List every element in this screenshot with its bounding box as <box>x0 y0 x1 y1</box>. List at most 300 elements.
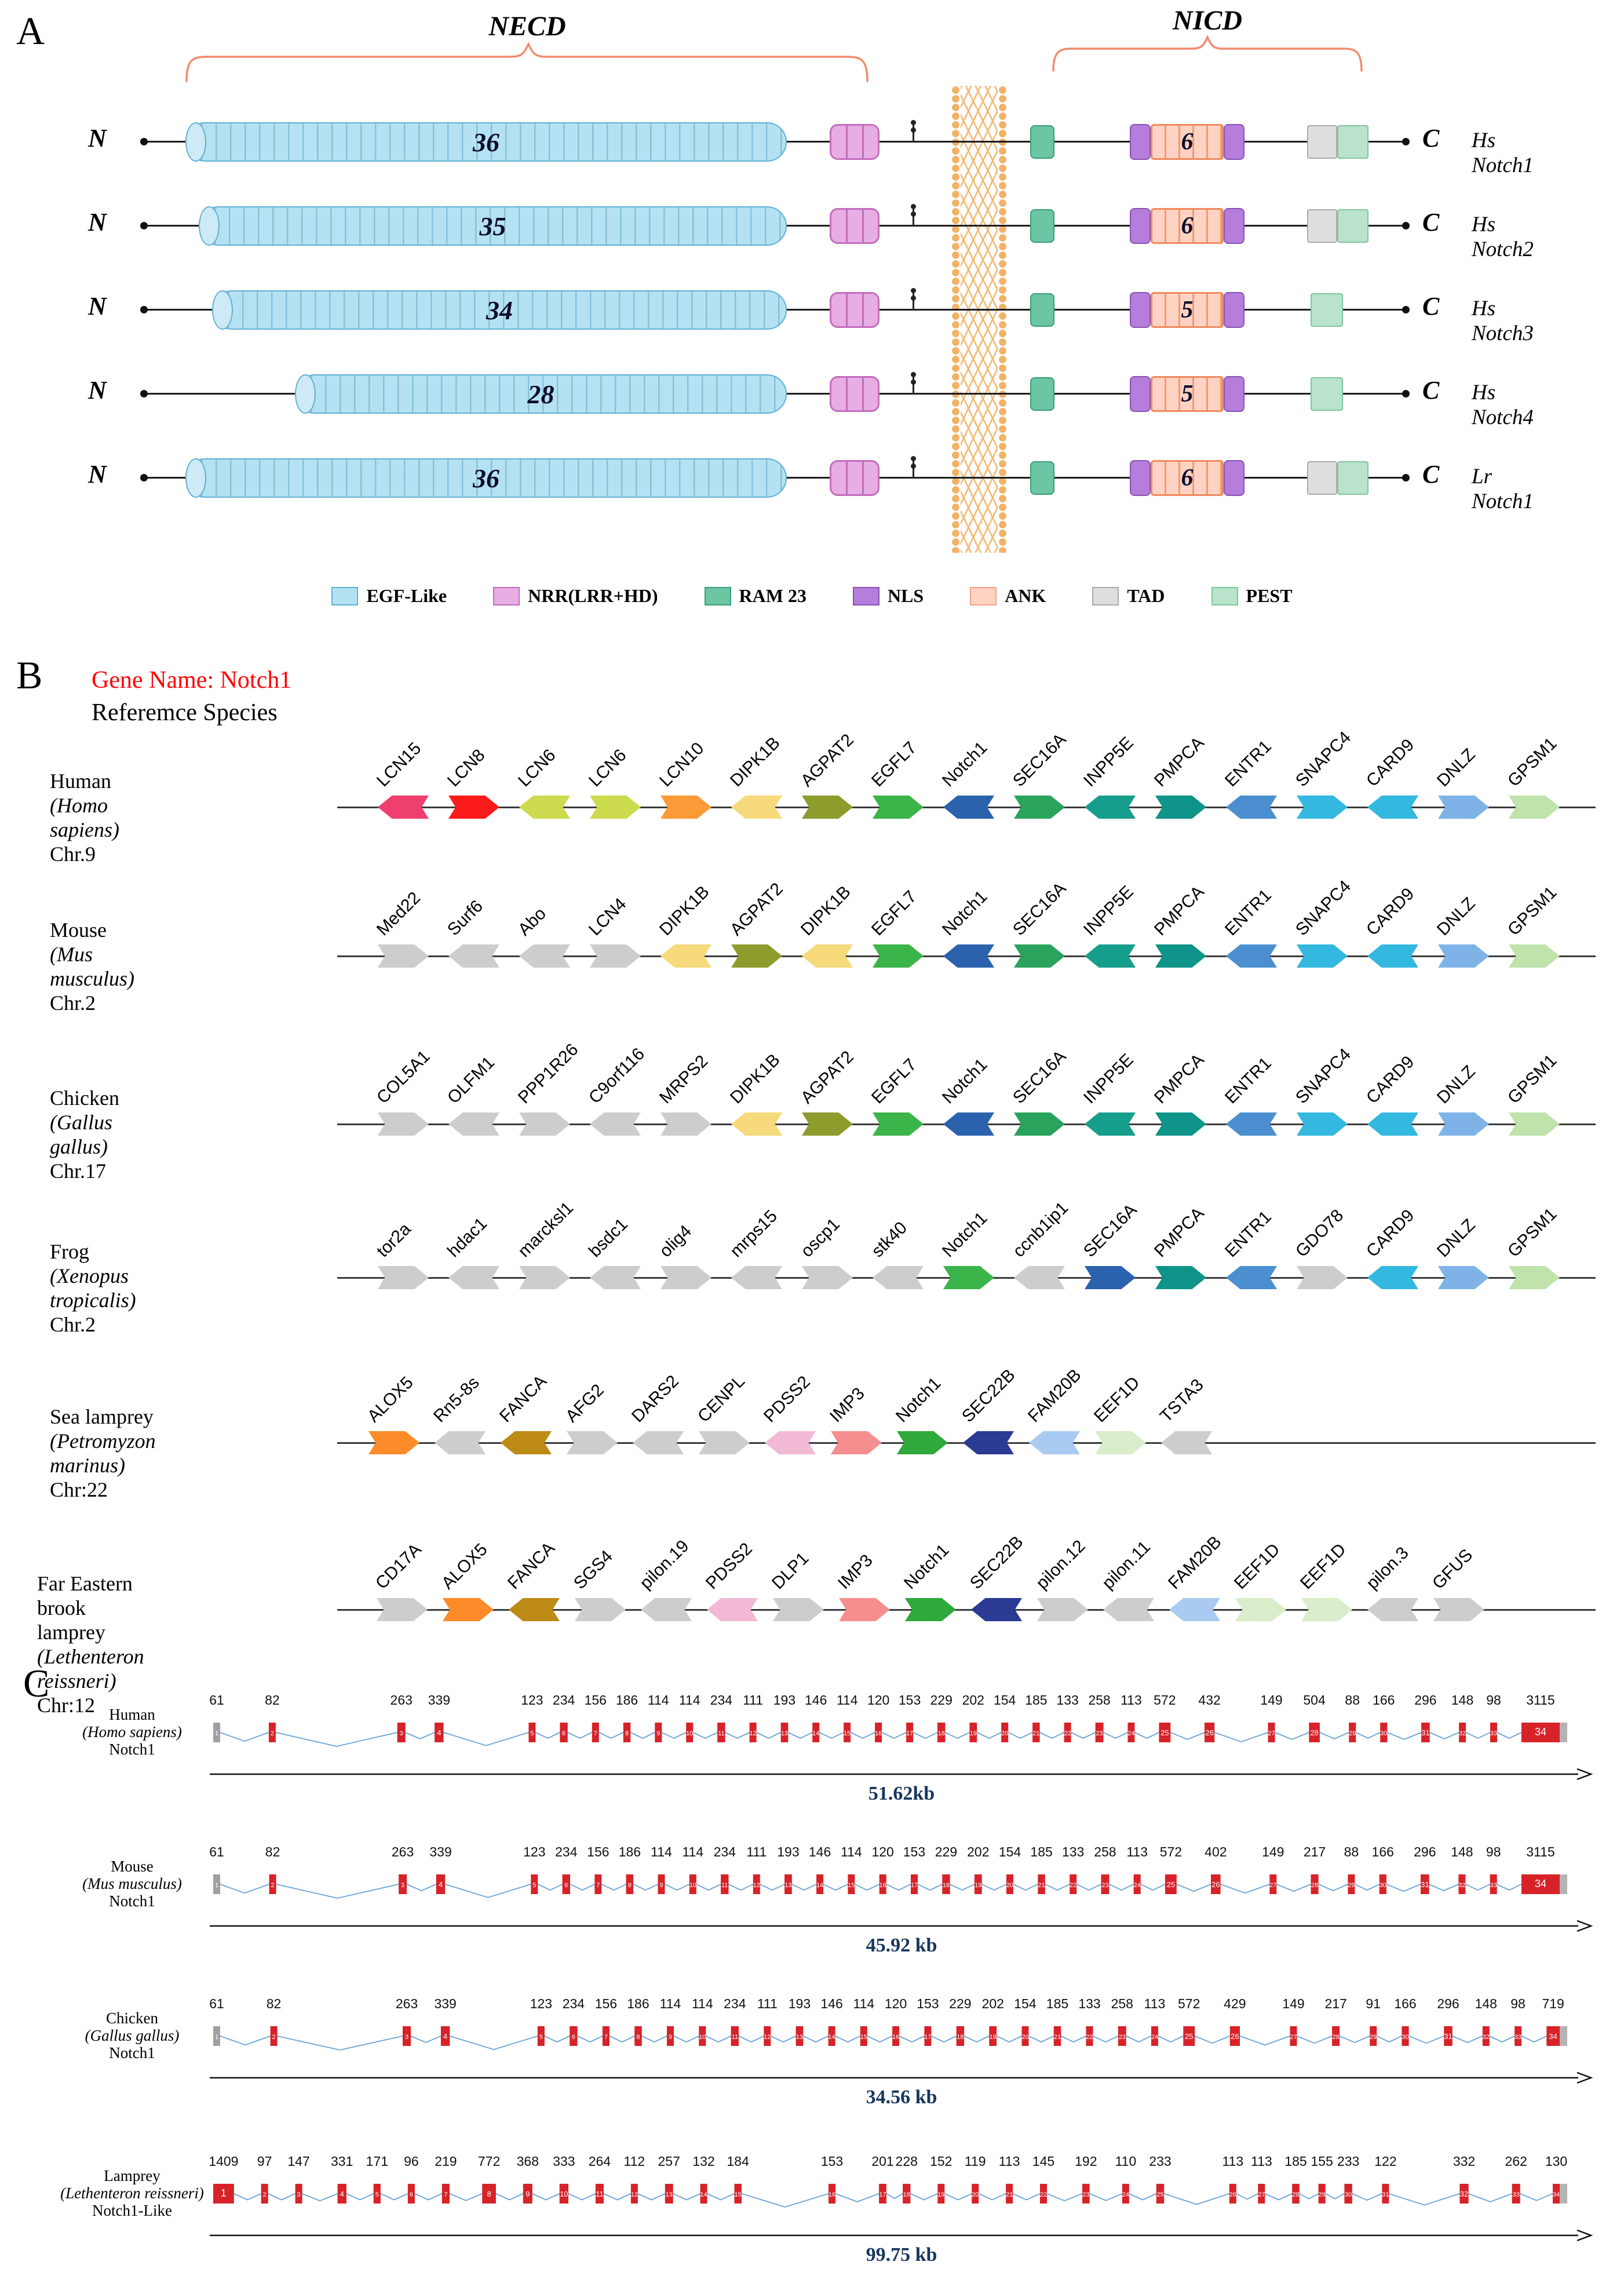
gene-label-agpat2: AGPAT2 <box>726 879 787 940</box>
exon-number: 17 <box>906 1730 914 1737</box>
species-label <box>50 769 119 866</box>
exon-number: 6 <box>571 2034 575 2041</box>
intron-line <box>1090 2194 1122 2201</box>
gene-label-dipk1b: DIPK1B <box>797 882 855 940</box>
exon-number: 24 <box>1127 1730 1135 1737</box>
exon-number: 13 <box>665 2191 673 2198</box>
gene-arrow-surf6 <box>448 944 499 968</box>
gene-length-label: 99.75 kb <box>866 2244 937 2266</box>
intron-line <box>1319 1884 1348 1891</box>
intron-line <box>977 1732 1001 1738</box>
intron-line <box>1386 1884 1421 1891</box>
gene-arrow-lcn8 <box>448 796 499 819</box>
intron-line <box>445 1884 531 1898</box>
exon-number: 26 <box>1211 1880 1220 1889</box>
gene-label-notch1: Notch1 <box>938 1055 991 1108</box>
intron-line <box>346 2194 374 2200</box>
nls-domain-left <box>1130 376 1151 412</box>
intron-line <box>1521 2036 1546 2042</box>
egf-count: 34 <box>486 295 513 325</box>
exon-number: 5 <box>530 1730 534 1737</box>
gene-label-eef1d: EEF1D <box>1296 1540 1350 1593</box>
exon-size-label: 219 <box>435 2154 457 2169</box>
intron-line <box>910 2194 937 2200</box>
gene-arrow-hdac1 <box>448 1266 499 1289</box>
species-chromosome: Chr:22 <box>50 1478 108 1501</box>
scale-arrow-head <box>1577 2230 1591 2241</box>
exon-number: 31 <box>1421 1880 1429 1889</box>
exon-size-label: 114 <box>836 1692 858 1708</box>
exon-number: 3 <box>401 1882 405 1889</box>
gene-arrow-lcn10 <box>660 796 711 819</box>
gene-arrow-mrps2 <box>660 1112 711 1136</box>
membrane-left-edge <box>951 86 961 553</box>
exon-size-label: 156 <box>587 1844 610 1859</box>
exon-size-label: 147 <box>287 2154 310 2169</box>
gene-label-sgs4: SGS4 <box>570 1546 616 1593</box>
egf-count: 35 <box>479 211 506 241</box>
gene-label-fanca: FANCA <box>495 1371 551 1427</box>
species-label <box>50 1239 136 1337</box>
n-terminus-label: N <box>88 208 107 236</box>
exon-size-label: 113 <box>1121 1692 1142 1708</box>
c-terminus-label: C <box>1422 208 1440 236</box>
gene-label-bsdc1: bsdc1 <box>585 1214 632 1261</box>
nicd-brace <box>1053 37 1362 71</box>
necd-brace <box>187 44 867 81</box>
gene-arrow-pmpca <box>1155 796 1206 819</box>
gene-arrow-card9 <box>1367 796 1418 819</box>
exon-size-label: 186 <box>627 1996 649 2011</box>
exon-number: 33 <box>1514 2034 1522 2041</box>
intron-line <box>1164 2194 1229 2205</box>
exon-size-label: 120 <box>884 1996 907 2011</box>
nls-domain-right <box>1224 292 1245 328</box>
tad-domain <box>1307 125 1337 159</box>
n-terminus-dot <box>140 474 148 481</box>
species-latin-name: (Homo sapiens) <box>50 794 119 841</box>
exon-number: 5 <box>539 2034 543 2041</box>
exon-size-label: 113 <box>1222 2154 1244 2169</box>
exon-number: 28 <box>1292 2191 1300 2198</box>
exon-size-label: 114 <box>651 1844 672 1859</box>
exon-number: 11 <box>731 2034 739 2041</box>
intron-line <box>411 2036 441 2042</box>
exon-size-label: 82 <box>266 1996 282 2011</box>
exon-size-label: 258 <box>1094 1844 1116 1859</box>
intron-line <box>601 1884 626 1890</box>
exon-number: 34 <box>1534 1726 1547 1738</box>
gene-label-pmpca: PMPCA <box>1150 882 1208 940</box>
exon-size-label: 193 <box>773 1692 796 1708</box>
intron-line <box>1134 1732 1159 1738</box>
exon-size-label: 185 <box>1046 1996 1069 2011</box>
egf-repeats-domain <box>185 122 787 162</box>
site-dot-top <box>911 456 916 461</box>
exon-number: 2 <box>271 1882 275 1889</box>
intron-line <box>1490 2036 1514 2042</box>
intron-line <box>1040 1732 1064 1738</box>
intron-line <box>278 2036 403 2050</box>
exon-size-label: 123 <box>521 1692 543 1708</box>
exon-size-label: 119 <box>964 2154 986 2169</box>
intron-line <box>742 2194 829 2207</box>
species-label <box>50 1086 119 1183</box>
gene-arrow-snapc4 <box>1297 1112 1348 1136</box>
species-latin-name: (Gallus gallus) <box>85 2027 180 2044</box>
pest-domain <box>1337 209 1368 243</box>
exon-number: 25 <box>1160 1728 1169 1737</box>
legend-swatch <box>853 587 879 605</box>
gene-arrow-notch1 <box>905 1598 956 1621</box>
egf-repeats-domain <box>185 458 787 498</box>
gene-arrow-afg2 <box>567 1431 618 1454</box>
site-dot-top <box>911 288 916 293</box>
gene-label-entr1: ENTR1 <box>1221 885 1275 940</box>
gene-arrow-entr1 <box>1226 1266 1277 1289</box>
exon-number: 25 <box>1156 2191 1164 2198</box>
species-common-name: Chicken <box>50 1086 119 1110</box>
gene-label-marcksl1: marcksl1 <box>514 1198 578 1261</box>
exon-number: 26 <box>1229 2191 1236 2198</box>
intron-line <box>1300 2194 1319 2199</box>
gene-label-dipk1b: DIPK1B <box>726 1050 784 1108</box>
species-common-name: Human <box>109 1706 155 1723</box>
intron-line <box>760 1884 784 1890</box>
nls-domain-left <box>1130 460 1151 496</box>
intron-line <box>220 1884 269 1893</box>
gene-arrow-dnlz <box>1438 796 1489 819</box>
gene-label-col5a1: COL5A1 <box>373 1046 434 1108</box>
intron-line <box>1029 2036 1054 2042</box>
gene-arrow-pdss2 <box>707 1598 758 1621</box>
intron-line <box>1221 1884 1270 1893</box>
exon-number: 12 <box>630 2191 638 2198</box>
gene-arrow-cd17a <box>377 1598 428 1621</box>
gene-arrow-card9 <box>1367 944 1418 968</box>
intron-line <box>1045 1884 1070 1890</box>
species-label <box>37 1571 144 1717</box>
exon-size-label: 572 <box>1159 1844 1183 1859</box>
intron-line <box>276 1732 397 1746</box>
intron-line <box>1275 1732 1309 1739</box>
exon-number: 22 <box>1070 1882 1077 1889</box>
intron-line <box>220 2036 271 2045</box>
gene-arrow-oscp1 <box>802 1266 853 1289</box>
gene-label-entr1: ENTR1 <box>1221 1207 1275 1261</box>
intron-line <box>788 1732 812 1738</box>
intron-line <box>886 2194 903 2198</box>
gene-arrow-pilon-12 <box>1037 1598 1088 1621</box>
gene-label-snapc4: SNAPC4 <box>1291 728 1355 791</box>
exon-size-label: 97 <box>257 2154 272 2169</box>
exon-size-label: 229 <box>949 1996 972 2011</box>
gene-label-egfl7: EGFL7 <box>867 887 921 940</box>
gene-label-rn5-8s: Rn5-8s <box>429 1373 483 1427</box>
protein-name: Hs Notch2 <box>1472 213 1534 261</box>
intron-line <box>918 1884 942 1890</box>
panel-c-label: C <box>23 1661 50 1705</box>
exon-size-label: 202 <box>981 1996 1004 2011</box>
exon-size-label: 296 <box>1414 1844 1436 1859</box>
gene-arrow-ppp1r26 <box>519 1112 570 1136</box>
intron-line <box>1158 2036 1183 2042</box>
species-label <box>50 1404 156 1502</box>
gene-arrow-lcn6 <box>519 796 570 819</box>
gene-arrow-col5a1 <box>378 1112 429 1136</box>
intron-line <box>913 1732 937 1738</box>
exon-number: 8 <box>487 2190 491 2198</box>
gene-arrow-pmpca <box>1155 944 1206 968</box>
exon-number: 19 <box>975 1882 982 1889</box>
exon-size-label: 114 <box>691 1996 713 2011</box>
exon-number: 9 <box>525 2190 530 2198</box>
exon-number: 11 <box>718 1730 725 1737</box>
intron-line <box>1320 1732 1349 1739</box>
exon-number: 12 <box>753 1882 760 1889</box>
exon-number: 27 <box>1290 2034 1297 2041</box>
exon-size-label: 186 <box>615 1692 638 1708</box>
exon-size-label: 153 <box>820 2154 844 2169</box>
legend-swatch <box>970 587 997 605</box>
gene-label-gpsm1: GPSM1 <box>1503 1050 1561 1108</box>
exon-number: 23 <box>1101 1882 1109 1889</box>
exon-number: 9 <box>656 1730 660 1737</box>
exon-number: 18 <box>903 2191 910 2198</box>
exon-number: 4 <box>438 1880 443 1889</box>
exon-size-label: 234 <box>555 1844 578 1859</box>
exon-size-label: 156 <box>594 1996 618 2011</box>
exon-number: 4 <box>437 1728 441 1737</box>
intron-line <box>1093 2036 1118 2042</box>
gene-arrow-gdo78 <box>1297 1266 1348 1289</box>
gene-arrow-ccnb1ip1 <box>1014 1266 1065 1289</box>
exon-size-label: 186 <box>618 1844 641 1859</box>
exon-size-label: 114 <box>647 1692 669 1708</box>
exon-size-label: 3115 <box>1526 1844 1555 1859</box>
intron-line <box>803 2036 828 2042</box>
exon-size-label: 234 <box>713 1844 736 1859</box>
exon-size-label: 166 <box>1373 1692 1395 1708</box>
gene-label-pmpca: PMPCA <box>1150 1203 1208 1261</box>
exon-size-label: 228 <box>895 2154 918 2169</box>
gene-arrow-mrps15 <box>731 1266 782 1289</box>
intron-line <box>381 2194 408 2200</box>
nrr-domain <box>830 376 879 412</box>
intron-line <box>407 1884 436 1891</box>
intron-line <box>950 1884 975 1890</box>
exon-number: 27 <box>1258 2191 1265 2198</box>
intron-line <box>707 2194 735 2200</box>
exon-number: 3 <box>404 2034 409 2041</box>
nrr-domain <box>830 292 879 328</box>
legend-label: RAM 23 <box>739 585 806 606</box>
gene-length-label: 51.62kb <box>868 1783 935 1804</box>
gene-arrow-sec22b <box>971 1598 1022 1621</box>
gene-label-notch1: Notch1 <box>900 1540 953 1593</box>
exon-size-label: 202 <box>962 1692 984 1708</box>
exon-size-label: 122 <box>1374 2154 1397 2169</box>
gene-arrow-fanca <box>509 1598 560 1621</box>
exon-number: 29 <box>1348 1882 1355 1889</box>
c-terminus-label: C <box>1422 376 1440 404</box>
species-label <box>50 918 134 1015</box>
exon-size-label: 339 <box>428 1692 451 1708</box>
exon-number: 30 <box>1380 1730 1388 1737</box>
gene-name: Notch1 <box>109 1892 155 1910</box>
species-common-name: Mouse <box>111 1858 154 1875</box>
exon-number: 10 <box>686 1730 694 1737</box>
intron-line <box>1214 1732 1268 1742</box>
exon-size-label: 152 <box>930 2154 952 2169</box>
exon-size-label: 98 <box>1486 1844 1501 1859</box>
exon-size-label: 234 <box>710 1692 733 1708</box>
exon-number: 14 <box>812 1730 820 1737</box>
nls-domain-right <box>1224 124 1245 160</box>
c-terminus-dot <box>1402 306 1410 313</box>
exon-number: 23 <box>1118 2034 1126 2041</box>
gene-arrow-gpsm1 <box>1509 796 1560 819</box>
exon-number: 18 <box>957 2034 964 2041</box>
tad-domain <box>1307 461 1337 495</box>
exon-number: 18 <box>942 1882 950 1889</box>
exon-number: 17 <box>879 2191 886 2198</box>
intron-line <box>1013 1884 1038 1890</box>
exon-number: 15 <box>860 2034 867 2041</box>
intron-line <box>610 2036 634 2042</box>
exon-number: 26 <box>1231 2032 1239 2041</box>
n-terminus-dot <box>140 390 148 397</box>
gene-arrow-gpsm1 <box>1509 1112 1560 1136</box>
exon-number: 7 <box>593 1730 597 1737</box>
exon-number: 15 <box>844 1730 851 1737</box>
legend-item-tad <box>1092 585 1165 607</box>
exon-size-label: 202 <box>967 1844 990 1859</box>
gene-arrow-card9 <box>1367 1266 1418 1289</box>
scale-arrow-head <box>1577 1921 1591 1931</box>
exon-number: 1 <box>214 2034 219 2041</box>
exon-size-label: 192 <box>1075 2154 1097 2169</box>
exon-number: 1 <box>214 1730 219 1737</box>
exon-size-label: 112 <box>623 2154 645 2169</box>
gene-label-dars2: DARS2 <box>627 1371 683 1427</box>
exon-number: 6 <box>409 2191 413 2198</box>
legend-item-pest <box>1211 585 1293 607</box>
gene-name: Notch1-Like <box>92 2202 172 2219</box>
gene-arrow-pmpca <box>1155 1266 1206 1289</box>
intron-line <box>1276 1884 1311 1891</box>
gene-label-alox5: ALOX5 <box>437 1540 491 1593</box>
exon-size-label: 185 <box>1025 1692 1048 1708</box>
gene-label-med22: Med22 <box>373 888 425 940</box>
gene-arrow-eef1d <box>1095 1431 1146 1454</box>
exon-number: 10 <box>560 2190 568 2198</box>
intron-line <box>532 2194 560 2200</box>
species-chromosome: Chr.9 <box>50 842 96 866</box>
nls-domain-right <box>1224 376 1245 412</box>
gene-label-hdac1: hdac1 <box>443 1214 491 1261</box>
nls-domain-left <box>1130 124 1151 160</box>
exon-size-label: 123 <box>523 1844 546 1859</box>
gene-arrow-inpp5e <box>1085 944 1136 968</box>
nls-domain-right <box>1224 208 1245 244</box>
intron-line <box>882 1732 906 1738</box>
exon-number: 30 <box>1345 2191 1352 2198</box>
intron-line <box>982 1884 1006 1890</box>
gene-arrow-notch1 <box>943 1266 994 1289</box>
gene-structure-human <box>82 1692 1591 1804</box>
exon-size-label: 233 <box>1337 2154 1360 2169</box>
gene-label-olig4: olig4 <box>655 1221 696 1261</box>
ram23-domain <box>1030 125 1054 159</box>
ank-repeats-domain <box>1151 376 1224 412</box>
gene-arrow-alox5 <box>443 1598 494 1621</box>
braces-overlay <box>0 0 1624 116</box>
intron-line <box>979 2194 1006 2200</box>
gene-label-egfl7: EGFL7 <box>867 1055 921 1108</box>
exon-number: 1 <box>220 2187 227 2199</box>
intron-line <box>851 1732 875 1738</box>
gene-arrow-sec16a <box>1014 796 1065 819</box>
intron-line <box>1497 1884 1521 1890</box>
exon-number: 2 <box>262 2191 267 2198</box>
exon-number: 33 <box>1512 2191 1520 2198</box>
exon-number: 6 <box>564 1882 568 1889</box>
exon-size-label: 153 <box>917 1996 939 2011</box>
exon-size-label: 184 <box>727 2154 749 2169</box>
ank-count: 5 <box>1181 381 1194 407</box>
panel-a-label: A <box>16 9 45 53</box>
exon-number: 32 <box>1459 2190 1469 2198</box>
exon-number: 19 <box>969 1730 977 1737</box>
ank-count: 5 <box>1181 297 1194 323</box>
exon-number: 29 <box>1318 2191 1326 2198</box>
gene-label-notch1: Notch1 <box>938 887 991 940</box>
species-common-name: Lamprey <box>104 2167 160 2184</box>
exon-size-label: 263 <box>391 1844 414 1859</box>
exon-number: 29 <box>1349 1730 1356 1737</box>
intron-line <box>1071 1732 1096 1738</box>
gene-label-lcn8: LCN8 <box>443 745 489 791</box>
exon-number: 24 <box>1151 2034 1159 2041</box>
exon-number: 31 <box>1444 2032 1453 2041</box>
exon-size-label: 110 <box>1115 2154 1137 2169</box>
exon-number: 33 <box>1490 1882 1497 1889</box>
gene-label-pdss2: PDSS2 <box>760 1372 814 1427</box>
membrane-right-edge <box>998 86 1008 553</box>
legend-label: NRR(LRR+HD) <box>528 585 658 606</box>
intron-line <box>706 2036 731 2042</box>
utr-tail <box>1560 2026 1567 2046</box>
exon-number: 8 <box>636 2034 640 2041</box>
gene-label-dipk1b: DIPK1B <box>655 882 713 940</box>
intron-line <box>696 1884 721 1890</box>
gene-arrow-snapc4 <box>1297 796 1348 819</box>
nrr-domain <box>830 460 879 496</box>
exon-number: 26 <box>1205 1728 1214 1737</box>
gene-arrow-notch1 <box>897 1431 948 1454</box>
exon-size-label: 111 <box>743 1692 764 1708</box>
intron-line <box>1326 2194 1345 2199</box>
exon-number: 8 <box>625 1730 629 1737</box>
gene-arrow-egfl7 <box>873 944 924 968</box>
gene-label-sec16a: SEC16A <box>1009 878 1070 940</box>
gene-label-eef1d: EEF1D <box>1090 1373 1144 1427</box>
exon-size-label: 120 <box>871 1844 894 1859</box>
exon-size-label: 148 <box>1451 1844 1473 1859</box>
intron-line <box>1466 1732 1490 1738</box>
exon-number: 27 <box>1269 1882 1277 1889</box>
